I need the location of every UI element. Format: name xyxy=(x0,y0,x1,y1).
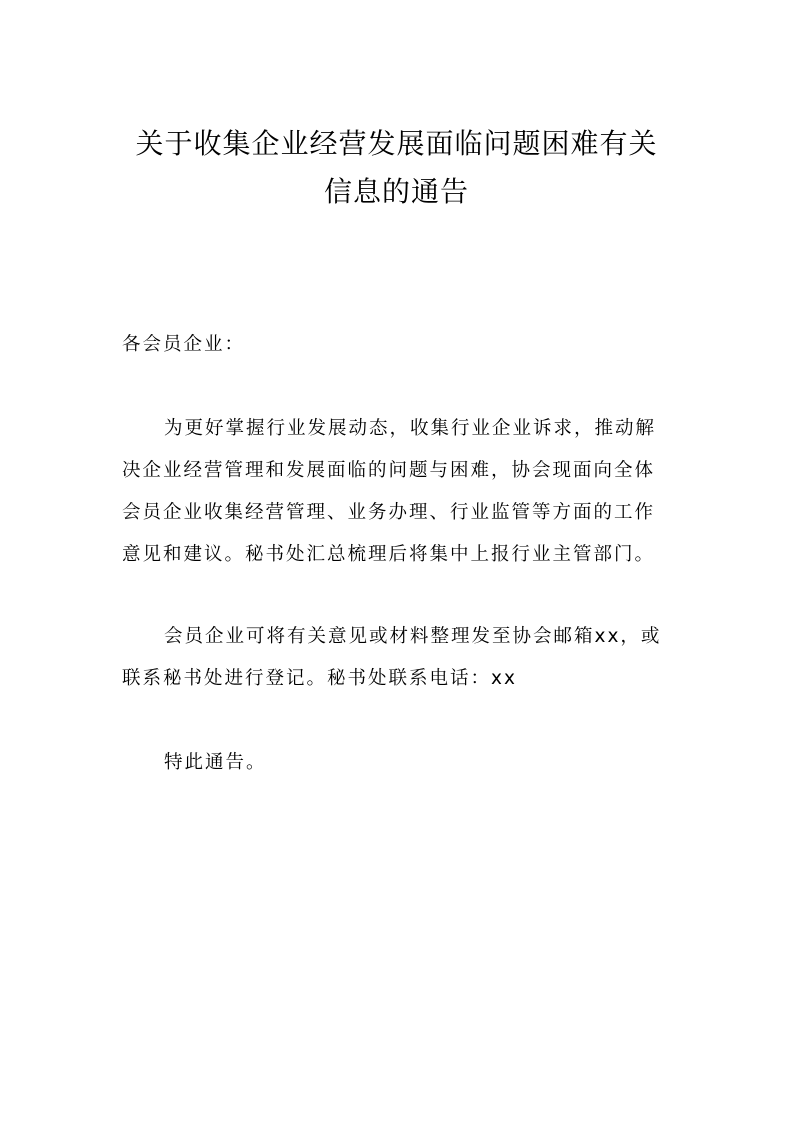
paragraph-1-line-2: 决企业经营管理和发展面临的问题与困难，协会现面向全体 xyxy=(122,460,656,481)
closing: 特此通告。 xyxy=(164,752,267,773)
document-title-line-2: 信息的通告 xyxy=(323,175,469,208)
paragraph-1-line-1: 为更好掌握行业发展动态，收集行业企业诉求，推动解 xyxy=(164,418,657,439)
paragraph-2-line-1: 会员企业可将有关意见或材料整理发至协会邮箱xx，或 xyxy=(164,626,662,647)
paragraph-1-line-4: 意见和建议。秘书处汇总梳理后将集中上报行业主管部门。 xyxy=(122,544,656,565)
paragraph-1-line-3: 会员企业收集经营管理、业务办理、行业监管等方面的工作 xyxy=(122,502,656,523)
document-title-line-1: 关于收集企业经营发展面临问题困难有关 xyxy=(135,127,658,160)
paragraph-2-line-2: 联系秘书处进行登记。秘书处联系电话：xx xyxy=(122,668,517,689)
salutation: 各会员企业： xyxy=(122,334,246,355)
